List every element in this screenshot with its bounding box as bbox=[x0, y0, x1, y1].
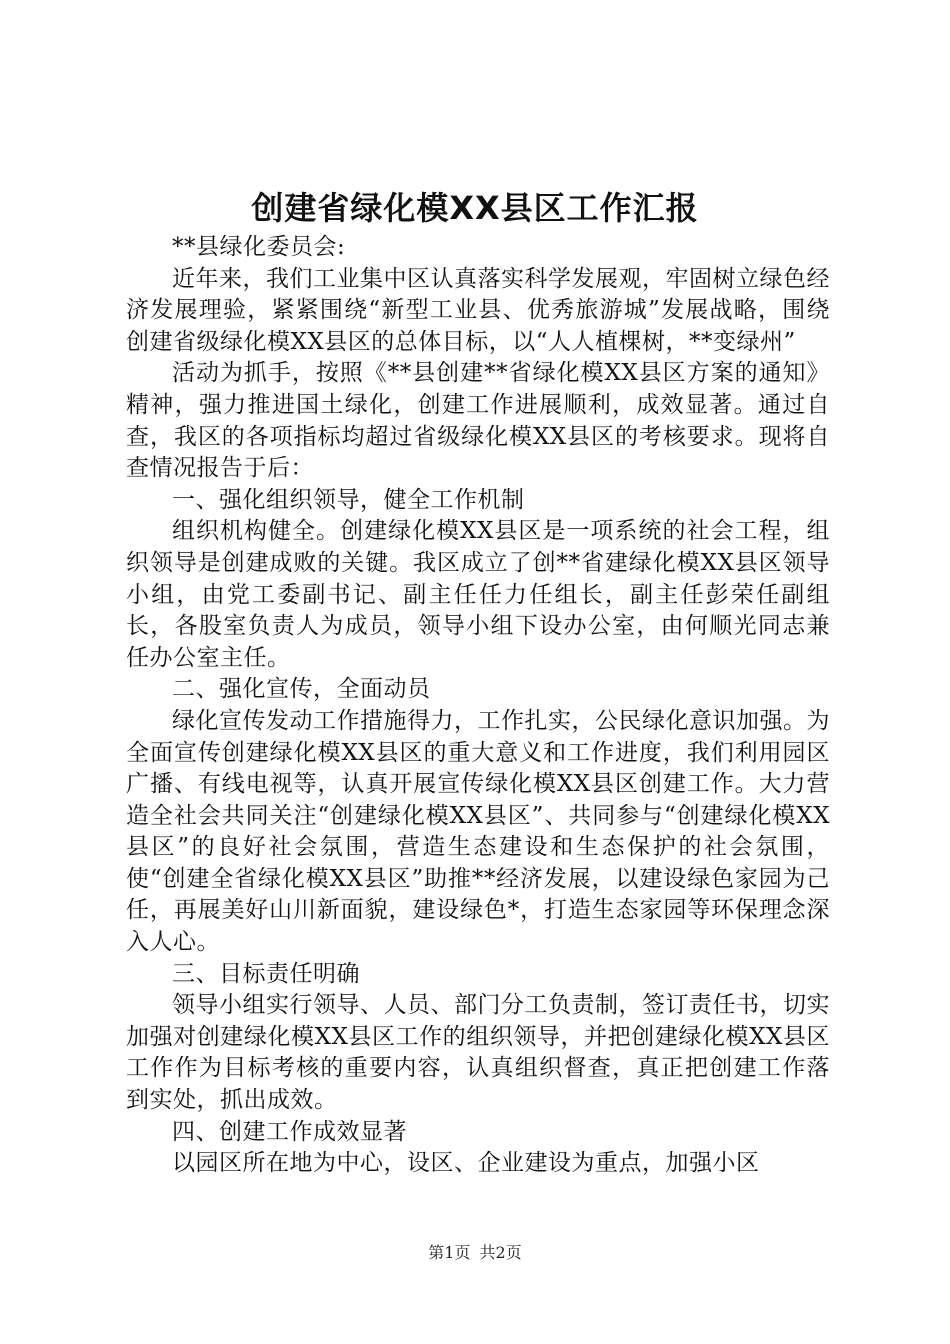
paragraph-responsibility: 领导小组实行领导、人员、部门分工负责制，签订责任书，切实加强对创建绿化模XX县区工作的组织领导，并把创建绿化模XX县区工作作为目标考核的重要内容，认真组织督查，真正把创建工作落到实处，抓出成效。 bbox=[126, 992, 830, 1114]
paragraph-organization: 组织机构健全。创建绿化模XX县区是一项系统的社会工程，组织领导是创建成败的关键。我区成立了创**省建绿化模XX县区领导小组，由党工委副书记、副主任任力任组长，副主任彭荣任副组长，各股室负责人为成员，领导小组下设办公室，由何顺光同志兼任办公室主任。 bbox=[126, 518, 830, 671]
paragraph-activity: 活动为抓手，按照《**县创建**省绿化模XX县区方案的通知》精神，强力推进国土绿化，创建工作进展顺利，成效显著。通过自查，我区的各项指标均超过省级绿化模XX县区的考核要求。现将自查情况报告于后： bbox=[126, 360, 830, 482]
page-number: 第1页 bbox=[428, 1243, 471, 1262]
paragraph-publicity: 绿化宣传发动工作措施得力，工作扎实，公民绿化意识加强。为全面宣传创建绿化模XX县区的重大意义和工作进度，我们利用园区广播、有线电视等，认真开展宣传绿化模XX县区创建工作。大力营造全社会共同关注“创建绿化模XX县区”、共同参与“创建绿化模XX县区”的良好社会氛围，营造生态建设和生态保护的社会氛围，使“创建全省绿化模XX县区”助推**经济发展，以建设绿色家园为己任，再展美好山川新面貌，建设绿色*，打造生态家园等环保理念深入人心。 bbox=[126, 707, 830, 956]
section-heading-1: 一、强化组织领导，健全工作机制 bbox=[172, 486, 525, 513]
section-heading-2: 二、强化宣传，全面动员 bbox=[172, 676, 431, 703]
document-title: 创建省绿化模XX县区工作汇报 bbox=[251, 189, 699, 227]
paragraph-results: 以园区所在地为中心，设区、企业建设为重点，加强小区 bbox=[172, 1150, 760, 1177]
document-body bbox=[126, 232, 830, 1180]
section-heading-3: 三、目标责任明确 bbox=[172, 960, 360, 987]
page-footer bbox=[0, 1242, 950, 1264]
salutation: **县绿化委员会: bbox=[172, 234, 346, 260]
page-total: 共2页 bbox=[479, 1243, 522, 1262]
section-heading-4: 四、创建工作成效显著 bbox=[172, 1118, 407, 1145]
paragraph-intro: 近年来，我们工业集中区认真落实科学发展观，牢固树立绿色经济发展理验，紧紧围绕“新型工业县、优秀旅游城”发展战略，围绕创建省级绿化模XX县区的总体目标，以“人人植棵树，**变绿州” bbox=[126, 265, 830, 355]
